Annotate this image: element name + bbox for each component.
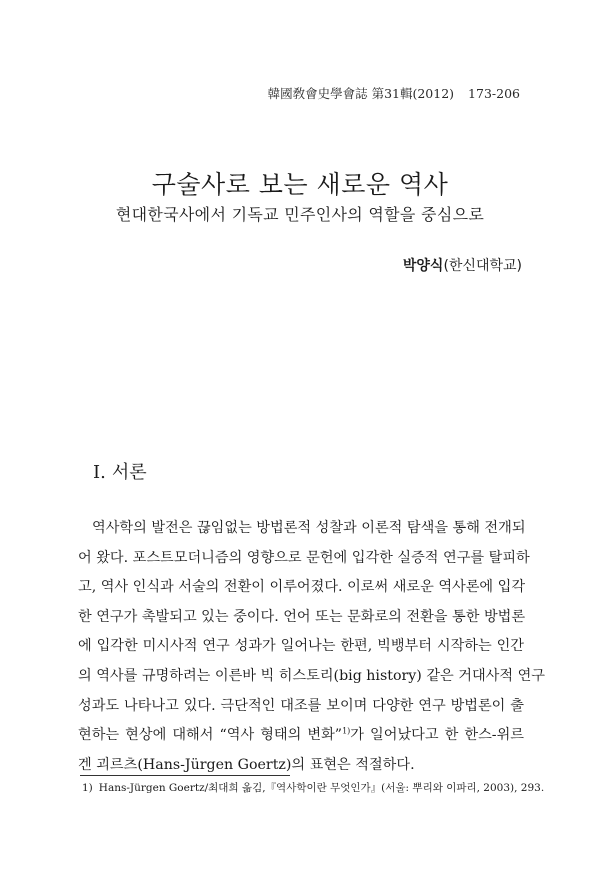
journal-header bbox=[268, 84, 520, 102]
footnote-text: Hans-Jürgen Goertz/최대희 옮김,『역사학이란 무엇인가』(서울: 뿌리와 이파리, 2003), 293. bbox=[98, 782, 545, 794]
body-line: 성과도 나타나고 있다. 극단적인 대조를 보이며 다양한 연구 방법론이 출 bbox=[78, 697, 524, 714]
footnote-divider bbox=[80, 775, 290, 776]
page-range: 173-206 bbox=[468, 86, 520, 101]
body-line: 의 역사를 규명하려는 이른바 빅 히스토리(big history) 같은 거대사적 연구 bbox=[78, 667, 545, 684]
body-line: 한 연구가 촉발되고 있는 중이다. 언어 또는 문화로의 전환을 통한 방법론 bbox=[78, 608, 526, 625]
body-paragraph bbox=[78, 514, 545, 780]
body-line: 고, 역사 인식과 서술의 전환이 이루어졌다. 이로써 새로운 역사론에 입각 bbox=[78, 579, 526, 596]
body-line-part: 가 일어났다고 한 한스-위르 bbox=[350, 727, 524, 744]
section-number: Ⅰ. bbox=[93, 462, 106, 483]
body-line: 에 입각한 미시사적 연구 성과가 일어나는 한편, 빅뱅부터 시작하는 인간 bbox=[78, 638, 524, 655]
section-heading bbox=[93, 458, 147, 484]
footnote-reference[interactable]: 1) bbox=[342, 726, 351, 736]
author-name: 박양식 bbox=[402, 258, 444, 274]
body-line-part: 현하는 현상에 대해서 “역사 형태의 변화” bbox=[78, 727, 343, 744]
article-subtitle: 현대한국사에서 기독교 민주인사의 역할을 중심으로 bbox=[115, 205, 485, 224]
author-line bbox=[403, 255, 522, 275]
footnote-number: 1) bbox=[82, 782, 93, 794]
body-line: 어 왔다. 포스트모더니즘의 영향으로 문헌에 입각한 실증적 연구를 탈피하 bbox=[78, 549, 530, 566]
footnote bbox=[82, 780, 544, 795]
author-affiliation: (한신대학교) bbox=[443, 258, 522, 274]
body-line-with-footnote bbox=[78, 721, 524, 751]
journal-name: 韓國敎會史學會誌 第31輯(2012) bbox=[267, 86, 455, 101]
body-line: 역사학의 발전은 끊임없는 방법론적 성찰과 이론적 탐색을 통해 전개되 bbox=[92, 520, 526, 536]
section-title: 서론 bbox=[111, 462, 147, 483]
article-title: 구술사로 보는 새로운 역사 bbox=[151, 170, 449, 199]
body-line: 겐 괴르츠(Hans-Jürgen Goertz)의 표현은 적절하다. bbox=[78, 756, 415, 773]
